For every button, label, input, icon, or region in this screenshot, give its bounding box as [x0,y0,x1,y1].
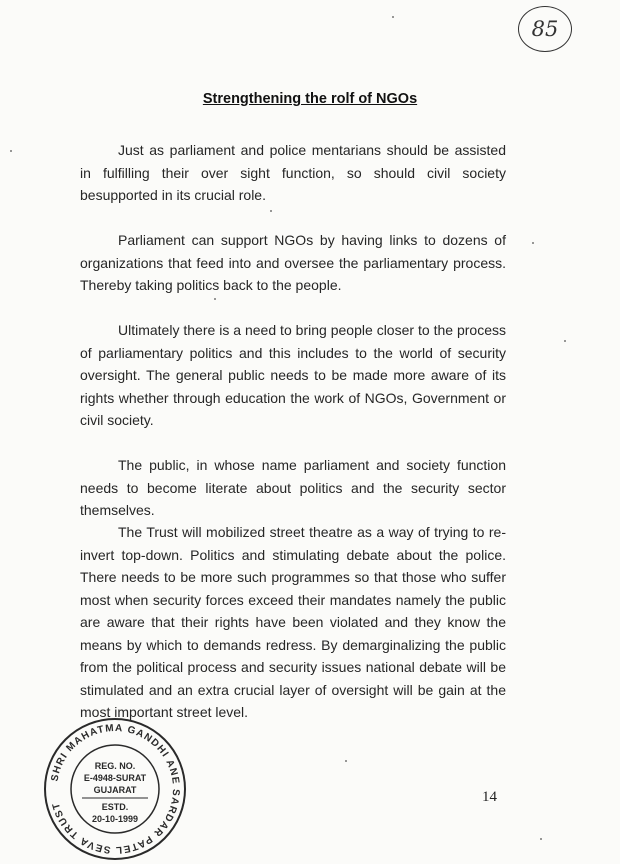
seal-line: GUJARAT [93,785,137,795]
paragraph-2: Parliament can support NGOs by having links to dozens of organizations that feed into and oversee the parliamentary process. Thereby taking politics back to the people. [80,232,506,293]
trust-seal-stamp [40,714,190,864]
seal-line: 20-10-1999 [91,814,139,824]
paragraph-3: Ultimately there is a need to bring people closer to the process of parliamentary politics and this includes to the world of security oversight. The general public needs to be made more aware of its rights whether through education the work of NGOs, Government or civil society. [80,322,506,428]
scan-speck [532,242,534,244]
document-title: Strengthening the rolf of NGOs [202,91,418,107]
scan-speck [540,838,542,840]
seal-ring-text: SHRI MAHATMA GANDHI ANE SARDAR PATEL SEVA TRUST [49,722,182,856]
seal-line: REG. NO. [94,761,136,771]
scan-speck [345,760,347,762]
paragraph-5: The Trust will mobilized street theatre as a way of trying to re-invert top-down. Politics and stimulating debate about the police. There needs to be more such programmes so that those who suffer most when security forces exceed their mandates namely the public are aware that their rights have been violated and they know the means by which to demands redress. By demarginalizing the public from the political process and security issues national debate will be stimulated and an extra crucial layer of oversight will be gain at the most important street level. [80,524,506,720]
handwritten-page-mark: 85 [518,6,572,52]
paragraph-1: Just as parliament and police mentarians should be assisted in fulfilling their over sight function, so should civil society besupported in its crucial role. [80,142,506,203]
scan-speck [10,150,12,152]
scan-speck [214,298,216,300]
page-number: 14 [482,789,497,805]
seal-line: E-4948-SURAT [83,773,147,783]
scan-speck [270,210,272,212]
scan-speck [392,16,394,18]
paragraph-4: The public, in whose name parliament and society function needs to become literate about politics and the security sector themselves. [80,457,506,518]
seal-line: ESTD. [101,802,129,812]
scan-speck [564,340,566,342]
